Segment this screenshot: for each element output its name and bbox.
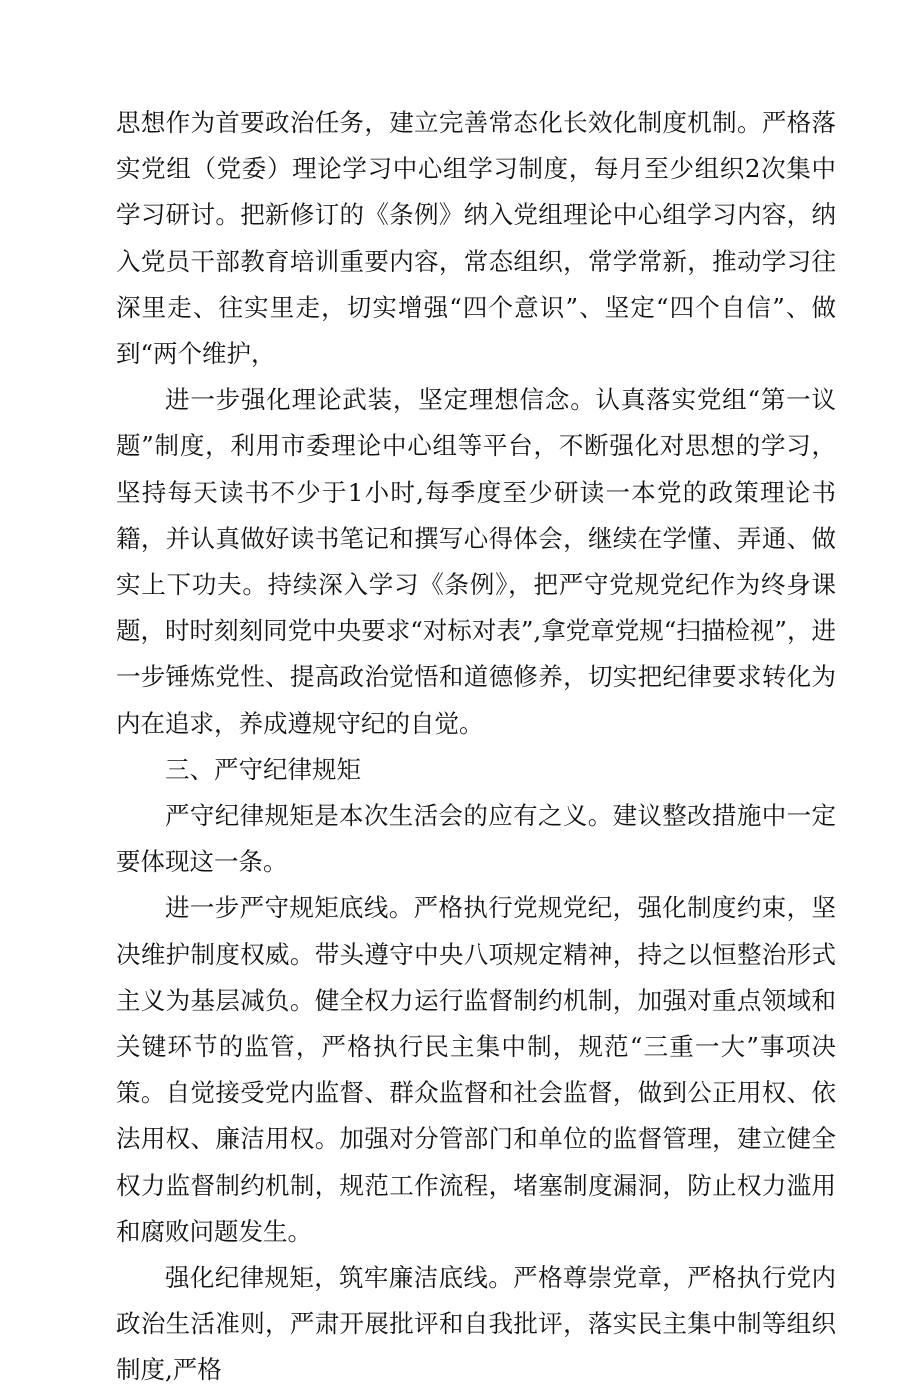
section-heading-discipline: 三、严守纪律规矩 [165, 754, 361, 784]
document-page [116, 100, 836, 1394]
paragraph-continuation: 思想作为首要政治任务，建立完善常态化长效化制度机制。严格落实党组（党委）理论学习中心组学习制度，每月至少组织2次集中学习研讨。把新修订的《条例》纳入党组理论中心组学习内容，纳入党员干部教育培训重要内容，常态组织，常学常新，推动学习往深里走、往实里走，切实增强“四个意识”、坚定“四个自信”、做到“两个维护， [116, 108, 836, 369]
paragraph-rules-bottom-line: 进一步严守规矩底线。严格执行党规党纪，强化制度约束，坚决维护制度权威。带头遵守中央八项规定精神，持之以恒整治形式主义为基层减负。健全权力运行监督制约机制，加强对重点领域和关键环节的监管，严格执行民主集中制，规范“三重一大”事项决策。自觉接受党内监督、群众监督和社会监督，做到公正用权、依法用权、廉洁用权。加强对分管部门和单位的监督管理，建立健全权力监督制约机制，规范工作流程，堵塞制度漏洞，防止权力滥用和腐败问题发生。 [116, 893, 836, 1246]
paragraph-theory-study: 进一步强化理论武装，坚定理想信念。认真落实党组“第一议题”制度，利用市委理论中心组等平台，不断强化对思想的学习，坚持每天读书不少于1小时,每季度至少研读一本党的政策理论书籍，并认真做好读书笔记和撰写心得体会，继续在学懂、弄通、做实上下功夫。持续深入学习《条例》，把严守党规党纪作为终身课题，时时刻刻同党中央要求“对标对表”,拿党章党规“扫描检视”，进一步锤炼党性、提高政治觉悟和道德修养，切实把纪律要求转化为内在追求，养成遵规守纪的自觉。 [116, 385, 836, 738]
paragraph-integrity-bottom-line: 强化纪律规矩，筑牢廉洁底线。严格尊崇党章，严格执行党内政治生活准则，严肃开展批评和自我批评，落实民主集中制等组织制度,严格 [116, 1263, 836, 1385]
paragraph-discipline-intro: 严守纪律规矩是本次生活会的应有之义。建议整改措施中一定要体现这一条。 [116, 801, 836, 877]
